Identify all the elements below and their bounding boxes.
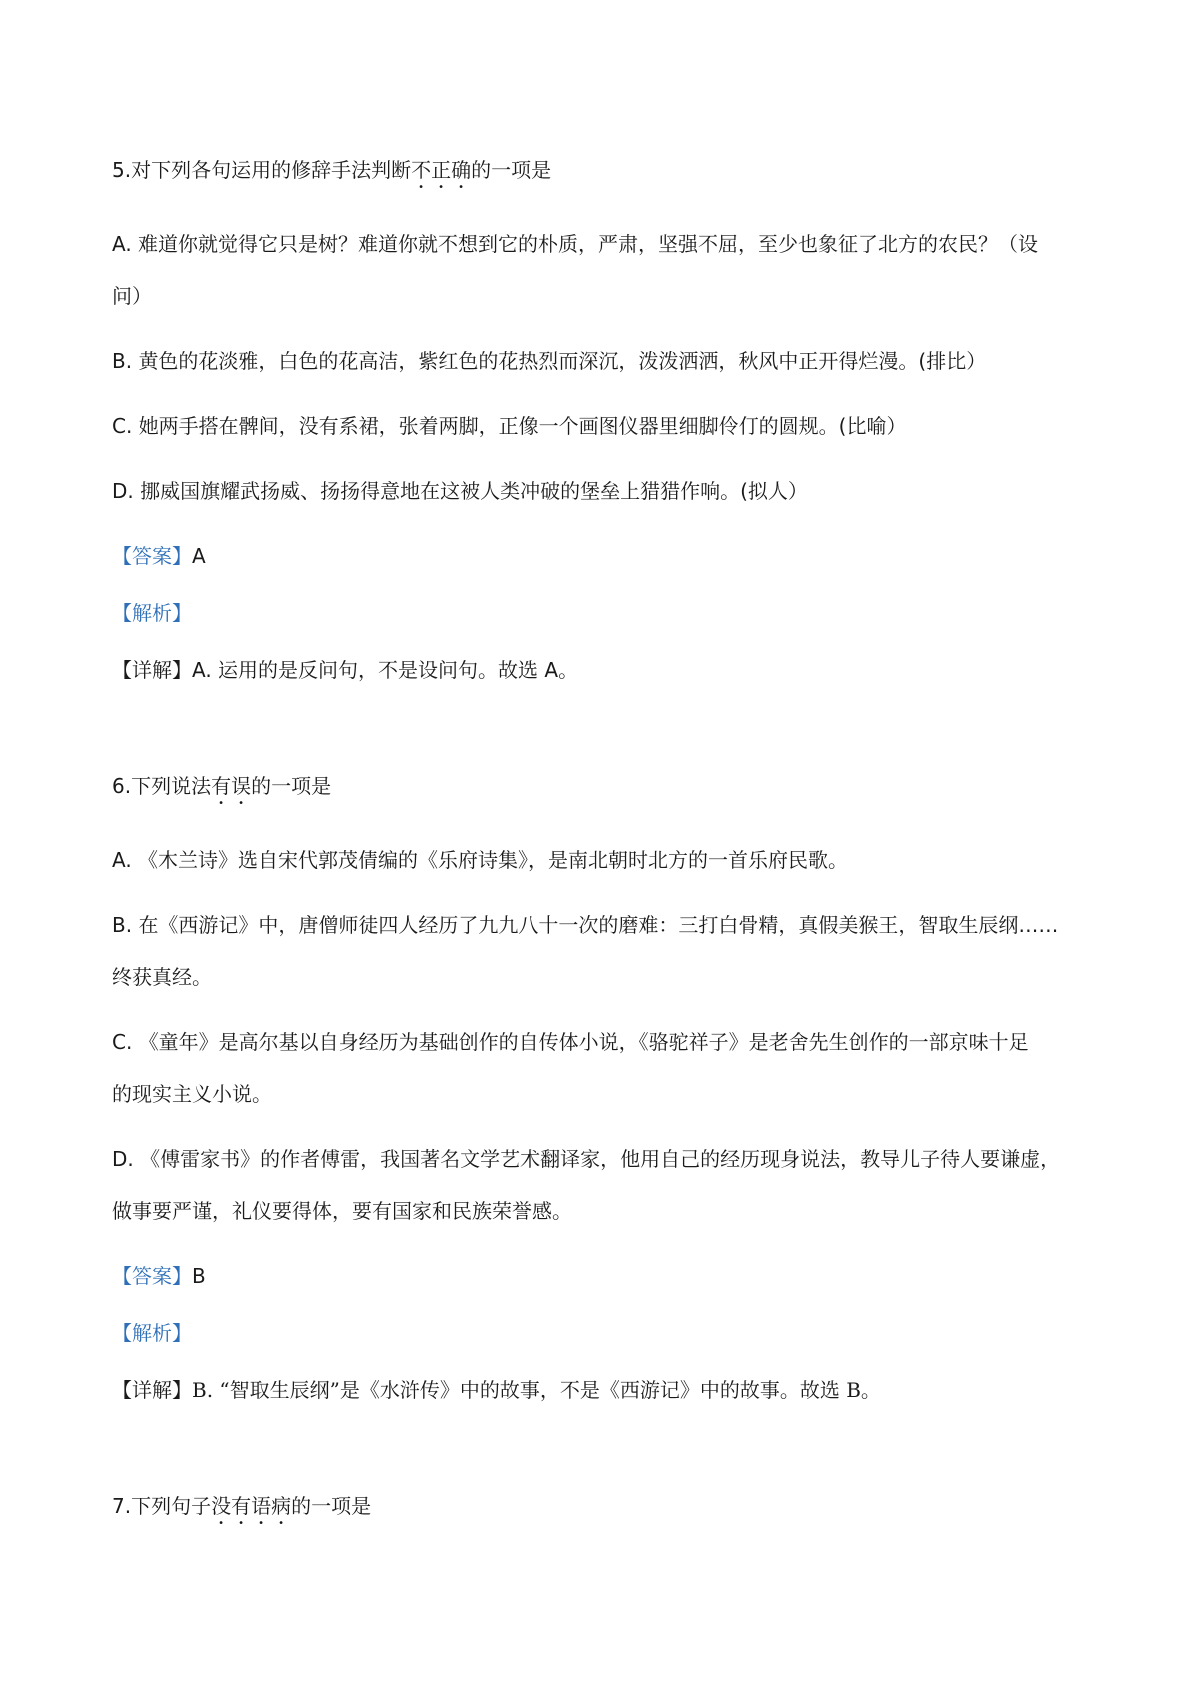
answer-value: A [192,544,206,568]
emphasis-text: 没有语病 [211,1494,292,1518]
option-text: 《童年》是高尔基以自身经历为基础创作的自传体小说，《骆驼祥子》是老舍先生创作的一部京味十足 [138,1030,1029,1054]
question-5-detail [112,655,1120,685]
detail-tag: 【详解】 [112,1378,192,1402]
option-text: 《木兰诗》选自宋代郭茂倩编的《乐府诗集》，是南北朝时北方的一首乐府民歌。 [138,848,849,872]
question-5-option-a [112,229,1120,259]
option-label: C. [112,414,133,438]
option-label: D. [112,479,134,503]
answer-tag: 【答案】 [112,1264,192,1288]
option-text: 《傅雷家书》的作者傅雷，我国著名文学艺术翻译家，他用自己的经历现身说法，教导儿子待人要谦虚， [140,1147,1061,1171]
option-label: C. [112,1030,133,1054]
option-label: B. [112,913,133,937]
question-5-option-d [112,476,1120,506]
detail-tag: 【详解】 [112,658,192,682]
question-6-option-c [112,1027,1120,1057]
question-7-stem: 7.下列句子没有语病的一项是 [112,1494,372,1518]
question-6-stem: 6.下列说法有误的一项是 [112,774,332,798]
option-text: 黄色的花淡雅，白色的花高洁，紫红色的花热烈而深沉，泼泼洒洒，秋风中正开得烂漫。(排比） [138,349,987,373]
question-5-stem: 5.对下列各句运用的修辞手法判断不正确的一项是 [112,158,552,182]
question-6-option-a [112,845,1120,875]
detail-text: A. 运用的是反问句，不是设问句。故选 A。 [192,658,579,682]
question-6-option-d-continued: 做事要严谨，礼仪要得体，要有国家和民族荣誉感。 [112,1199,572,1223]
question-6-detail [112,1375,1120,1405]
question-6-option-b-continued: 终获真经。 [112,965,212,989]
question-6-analysis [112,1318,1120,1348]
option-text: 在《西游记》中，唐僧师徒四人经历了九九八十一次的磨难：三打白骨精，真假美猴王，智取生辰纲…… [138,913,1059,937]
question-6-option-d [112,1144,1120,1174]
analysis-tag: 【解析】 [112,1321,192,1345]
option-text: 难道你就觉得它只是树？难道你就不想到它的朴质，严肃，坚强不屈，至少也象征了北方的农民？（设 [138,232,1039,256]
question-5-answer [112,541,1120,571]
option-label: D. [112,1147,134,1171]
question-5-option-a-continued: 问） [112,284,152,308]
question-6-option-b [112,910,1120,940]
option-text: 挪威国旗耀武扬威、扬扬得意地在这被人类冲破的堡垒上猎猎作响。(拟人） [140,479,808,503]
detail-text: B. “智取生辰纲”是《水浒传》中的故事，不是《西游记》中的故事。故选 B。 [192,1378,881,1402]
question-6-option-c-continued: 的现实主义小说。 [112,1082,272,1106]
question-5-option-b [112,346,1120,376]
option-label: A. [112,232,132,256]
emphasis-text: 不正确 [411,158,472,182]
option-label: B. [112,349,133,373]
option-label: A. [112,848,132,872]
question-5-option-c [112,411,1120,441]
question-5-analysis [112,598,1120,628]
question-6-answer [112,1261,1120,1291]
emphasis-text: 有误 [211,774,252,798]
analysis-tag: 【解析】 [112,601,192,625]
answer-value: B [192,1264,206,1288]
answer-tag: 【答案】 [112,544,192,568]
option-text: 她两手搭在髀间，没有系裙，张着两脚，正像一个画图仪器里细脚伶仃的圆规。(比喻） [138,414,907,438]
